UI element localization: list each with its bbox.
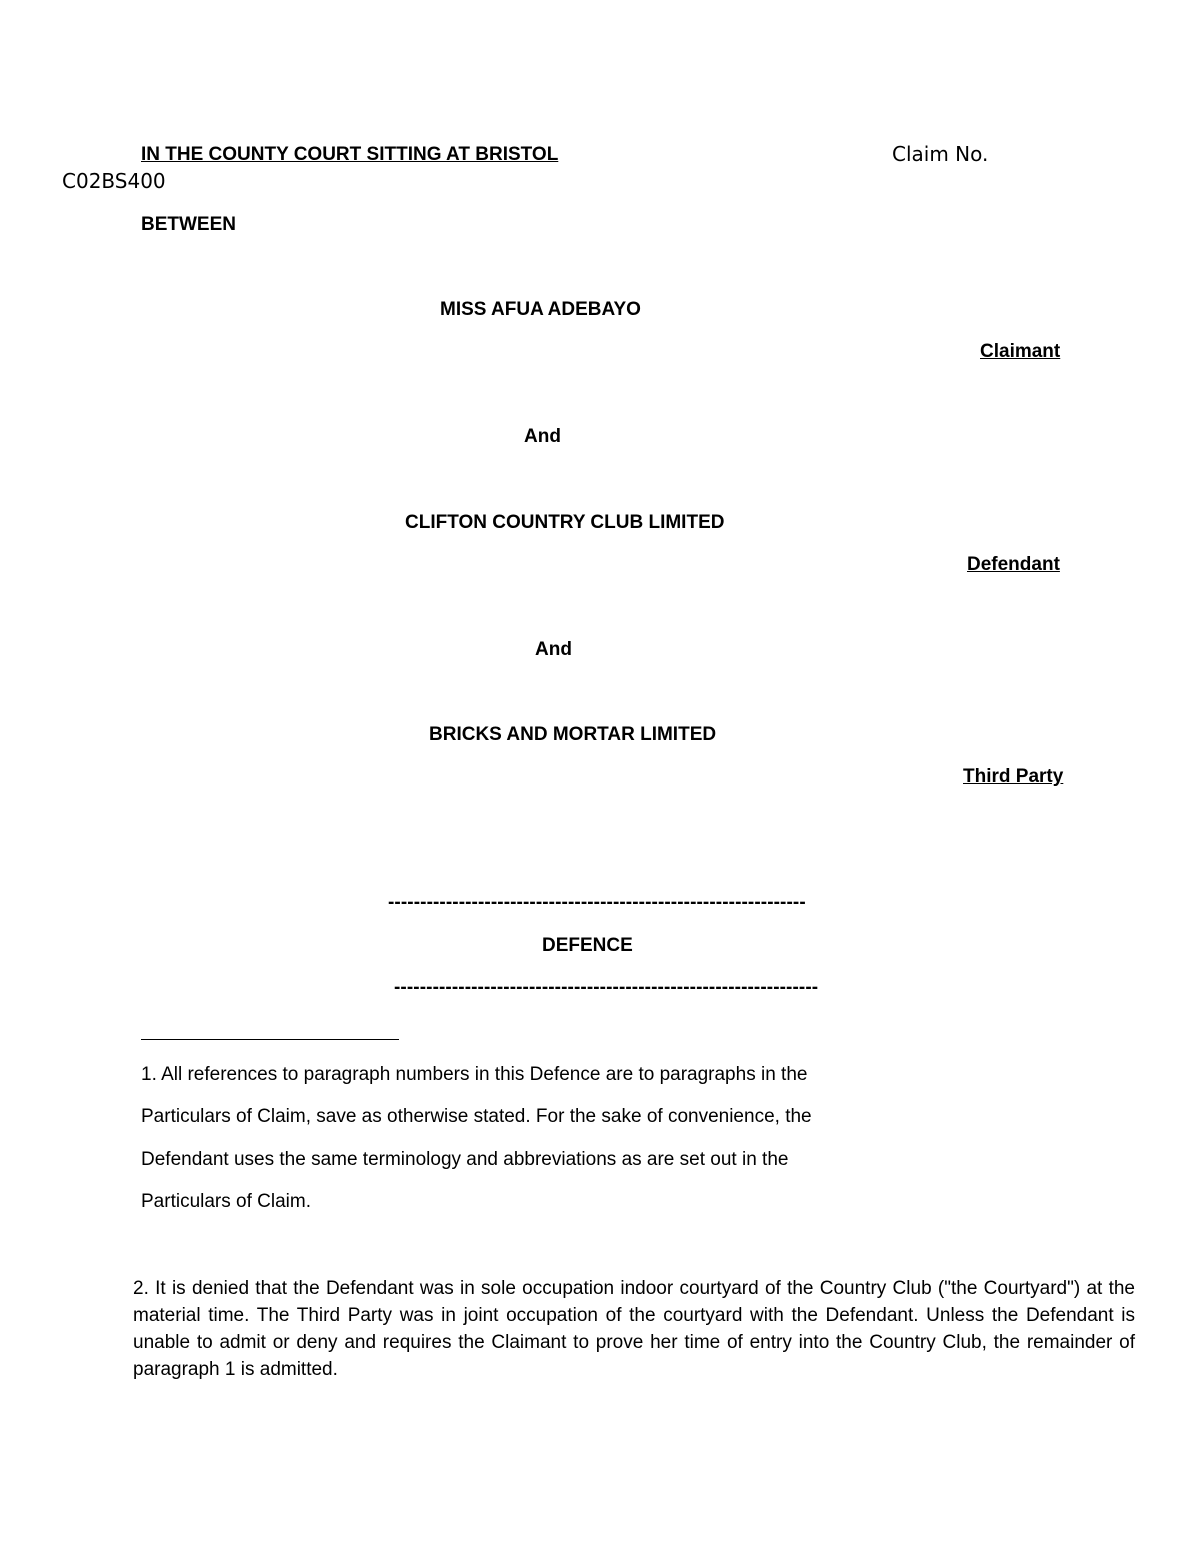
between-label: BETWEEN xyxy=(141,214,236,235)
defendant-name: CLIFTON COUNTRY CLUB LIMITED xyxy=(405,512,725,533)
court-heading: IN THE COUNTY COURT SITTING AT BRISTOL xyxy=(141,144,559,165)
defendant-role: Defendant xyxy=(967,554,1060,575)
and-separator-1: And xyxy=(524,426,561,447)
paragraph-2: 2. It is denied that the Defendant was in sole occupation indoor courtyard of the Country Club ("the Courtyard") at the material time. The Third Party was in joint occupation of the courtyard with the Defendant. Unless the Defendant is unable to admit or deny and requires the Claimant to prove her time of entry into the Country Club, the remainder of paragraph 1 is admitted. xyxy=(133,1278,1135,1380)
and-separator-2: And xyxy=(535,639,572,660)
title-dashes-bottom: ------------------------------------------------------------------ xyxy=(394,977,819,998)
paragraph-1-line-3: Defendant uses the same terminology and abbreviations as are set out in the xyxy=(141,1149,789,1170)
claimant-role: Claimant xyxy=(980,341,1061,362)
document-title: DEFENCE xyxy=(542,935,633,956)
claim-number: C02BS400 xyxy=(62,169,166,193)
claimant-name: MISS AFUA ADEBAYO xyxy=(440,299,641,320)
title-dashes-top: ----------------------------------------------------------------- xyxy=(388,892,806,913)
third-party-name: BRICKS AND MORTAR LIMITED xyxy=(429,724,717,745)
paragraph-1-line-2: Particulars of Claim, save as otherwise stated. For the sake of convenience, the xyxy=(141,1106,812,1127)
paragraph-1-line-4: Particulars of Claim. xyxy=(141,1191,311,1212)
paragraph-1-line-1: 1. All references to paragraph numbers in this Defence are to paragraphs in the xyxy=(141,1064,808,1085)
footnote-rule xyxy=(141,1039,399,1040)
claim-number-label: Claim No. xyxy=(892,142,989,166)
third-party-role: Third Party xyxy=(963,766,1064,787)
